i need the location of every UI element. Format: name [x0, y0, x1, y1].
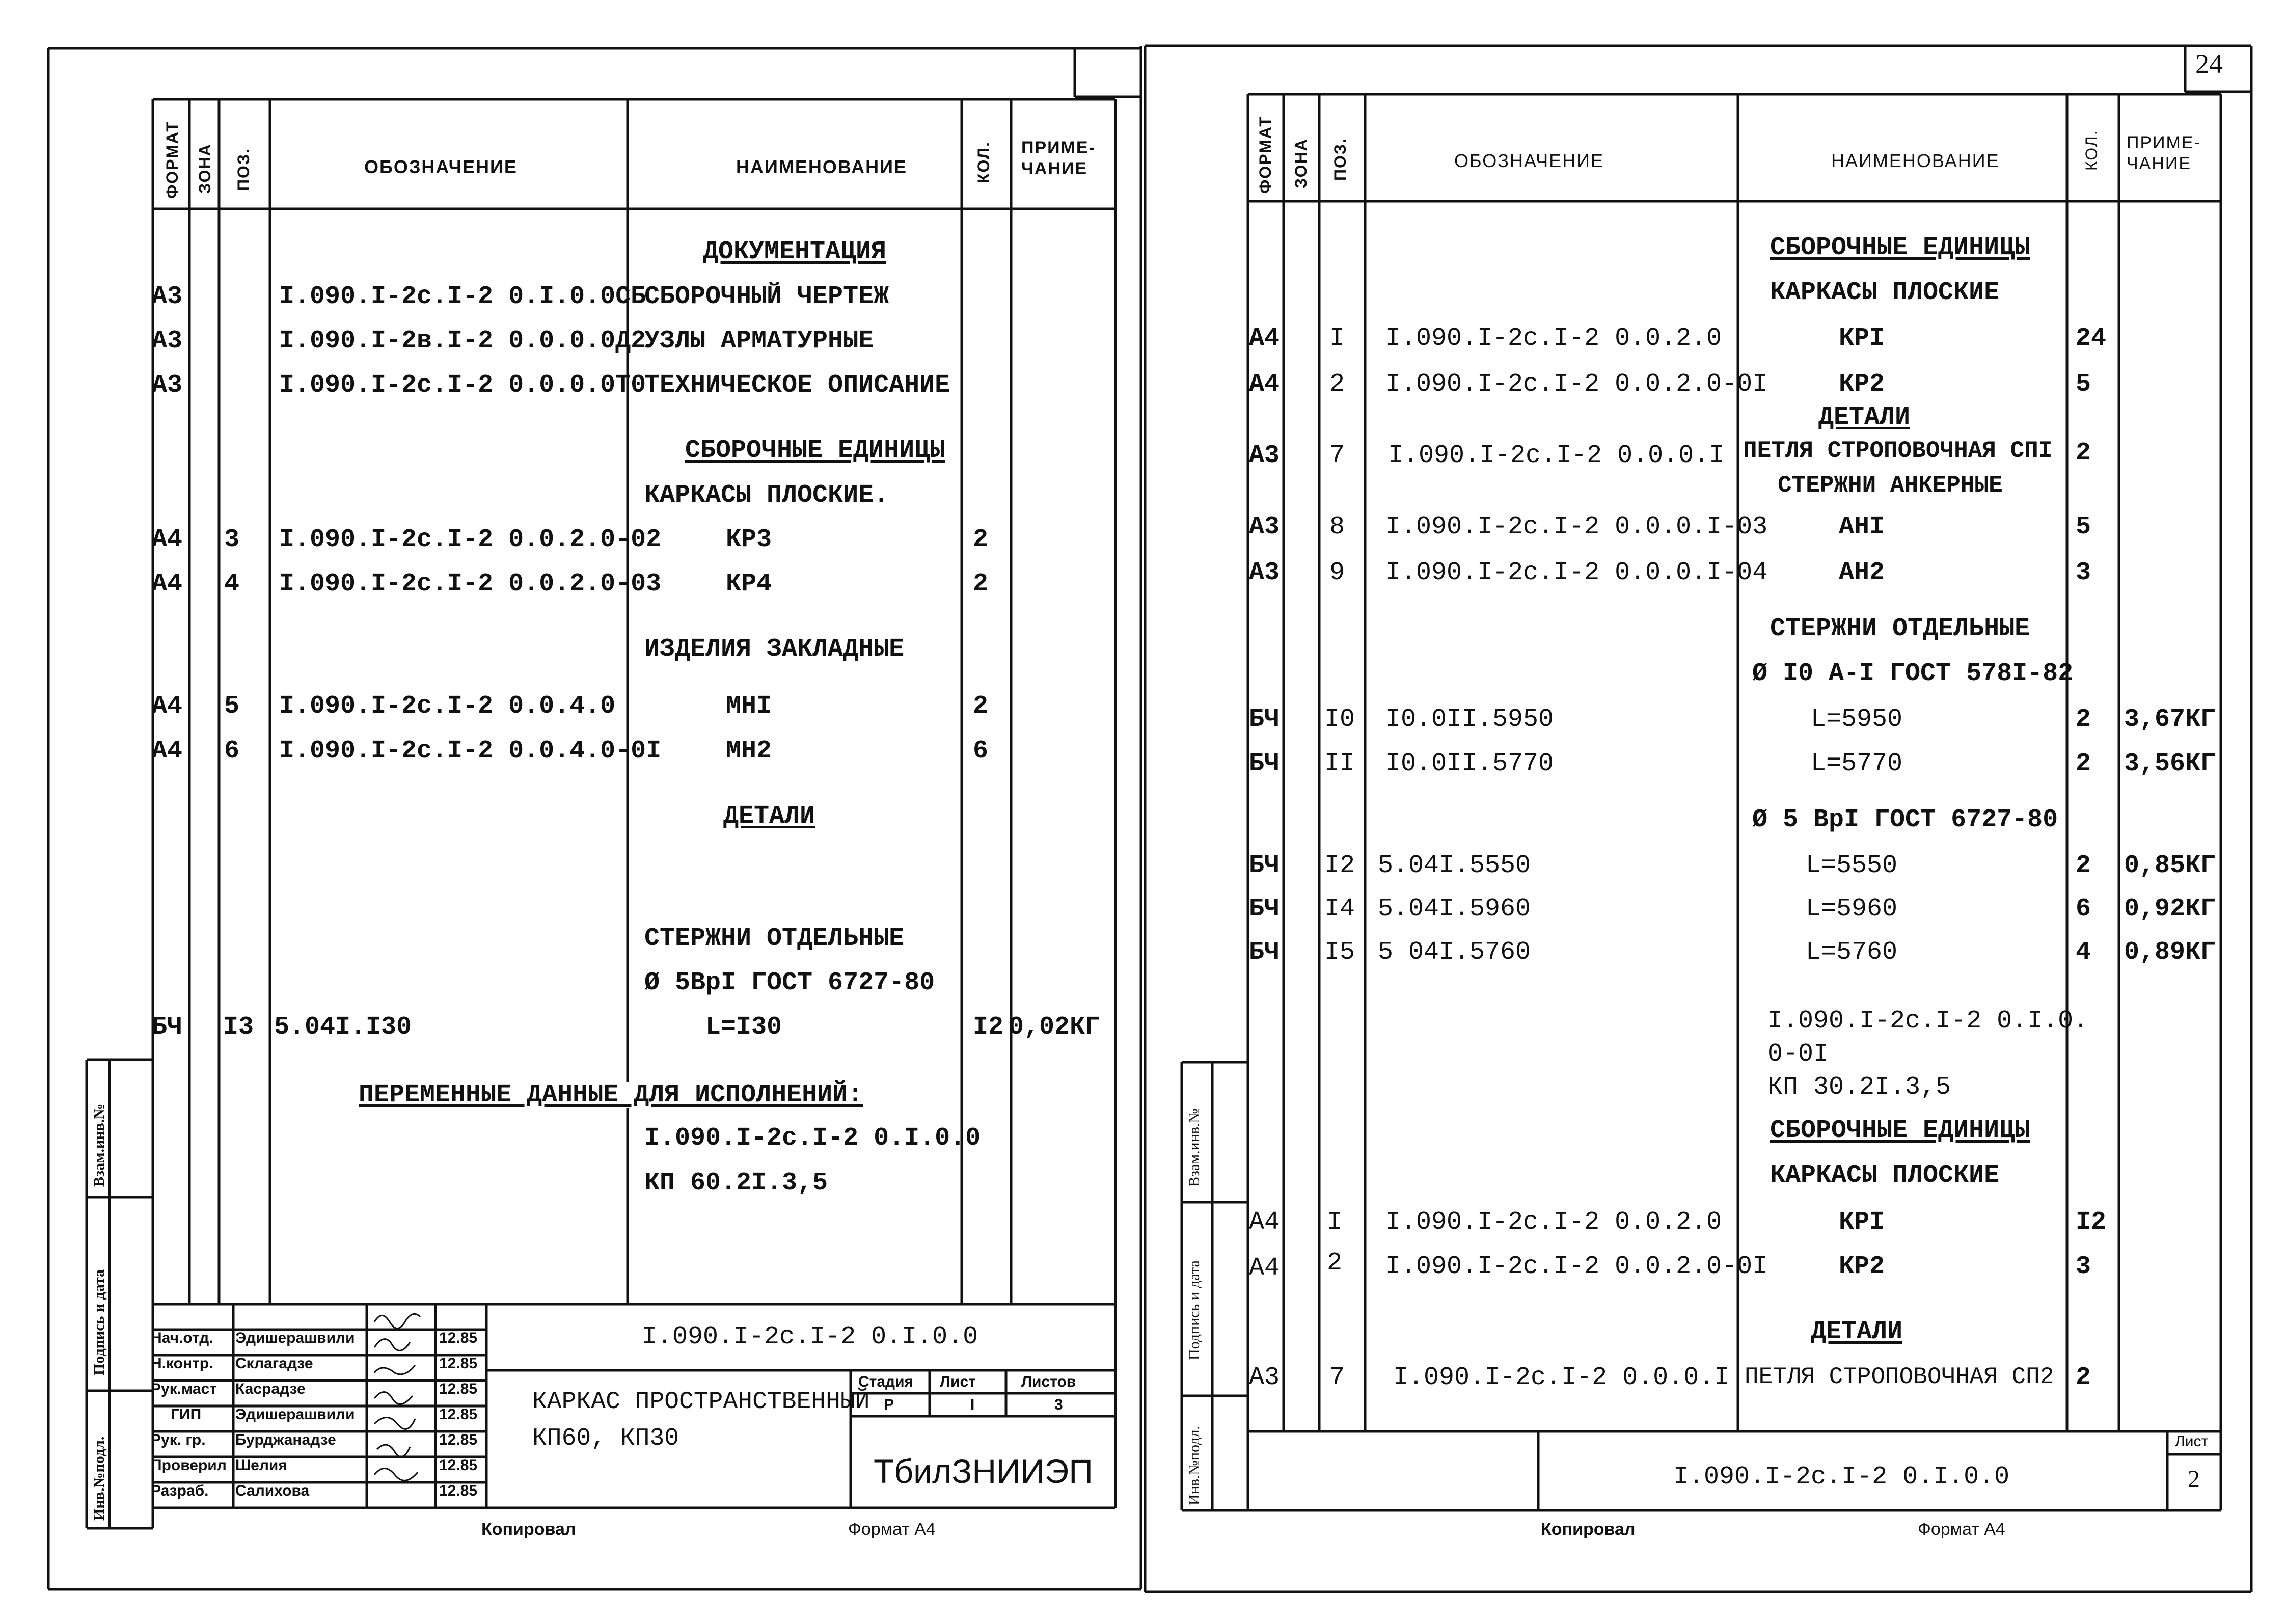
left-variable-line-0: I.090.I-2с.I-2 0.I.0.0 — [644, 1124, 981, 1153]
right-row-15-qty: 6 — [2076, 895, 2091, 924]
stamp-date-5: 12.85 — [439, 1457, 478, 1474]
right-row-7-format: А3 — [1249, 512, 1280, 542]
stamp-person-0: Эдишерашвили — [235, 1330, 355, 1346]
left-footer-copied: Копировал — [481, 1520, 576, 1539]
right-row-15-pos: I4 — [1324, 895, 1355, 924]
right-row-14-qty: 2 — [2076, 851, 2091, 880]
right-row-11-name: L=5950 — [1811, 705, 1903, 734]
left-row-14-qty: I2 — [973, 1013, 1004, 1042]
right-row-5-format: А3 — [1249, 441, 1280, 470]
left-row-10-qty: 6 — [973, 737, 989, 766]
right-row-5-qty: 2 — [2076, 439, 2091, 468]
right-row-22-qty: I2 — [2076, 1208, 2107, 1237]
right-row-16-designation: 5 04I.5760 — [1378, 938, 1531, 967]
right-header-designation: ОБОЗНАЧЕНИЕ — [1454, 150, 1604, 171]
right-row-25-pos: 7 — [1329, 1363, 1345, 1392]
left-header-zone: ЗОНА — [196, 143, 214, 194]
right-row-1-name: КАРКАСЫ ПЛОСКИЕ — [1770, 278, 2000, 307]
left-variable-line-1: КП 60.2I.3,5 — [644, 1169, 828, 1198]
right-header-pos: ПОЗ. — [1331, 138, 1349, 181]
right-header-zone: ЗОНА — [1292, 138, 1310, 188]
left-row-1-name: СБОРОЧНЫЙ ЧЕРТЕЖ — [644, 282, 889, 311]
right-row-7-pos: 8 — [1329, 512, 1345, 542]
right-side-label-signature: Подпись и дата — [1186, 1260, 1203, 1360]
stamp-stage-value: Р — [884, 1396, 894, 1413]
right-row-3-pos: 2 — [1329, 370, 1345, 399]
left-row-7-pos: 4 — [224, 570, 240, 599]
stamp-person-1: Склагадзе — [235, 1355, 313, 1372]
signatures — [374, 1314, 420, 1480]
left-footer-format: Формат А4 — [848, 1520, 936, 1539]
stamp-role-5: Проверил — [151, 1457, 227, 1474]
left-row-14-designation: 5.04I.I30 — [274, 1013, 412, 1042]
right-row-12-note: 3,56КГ — [2124, 749, 2216, 778]
stamp-role-2: Рук.маст — [151, 1381, 217, 1397]
left-row-7-name: КР4 — [726, 570, 772, 599]
right-row-11-pos: I0 — [1324, 705, 1355, 734]
left-header-format: ФОРМАТ — [163, 121, 181, 199]
stamp-date-2: 12.85 — [439, 1381, 478, 1397]
right-row-23-name: КР2 — [1839, 1252, 1885, 1281]
left-row-6-name: КР3 — [726, 525, 772, 554]
right-row-22-designation: I.090.I-2с.I-2 0.0.2.0 — [1385, 1208, 1722, 1237]
left-row-13-name: Ø 5ВрI ГОСТ 6727-80 — [644, 968, 935, 997]
left-row-6-designation: I.090.I-2с.I-2 0.0.2.0-02 — [279, 525, 662, 554]
right-row-12-qty: 2 — [2076, 749, 2091, 778]
right-row-5-designation: I.090.I-2с.I-2 0.0.0.I — [1388, 441, 1725, 470]
left-row-4-name: СБОРОЧНЫЕ ЕДИНИЦЫ — [685, 436, 945, 465]
right-row-2-format: А4 — [1249, 324, 1280, 353]
right-row-11-note: 3,67КГ — [2124, 705, 2216, 734]
right-row-14-designation: 5.04I.5550 — [1378, 851, 1531, 880]
left-row-14-note: 0,02КГ — [1009, 1013, 1101, 1042]
right-footer-format: Формат А4 — [1918, 1520, 2005, 1539]
stamp-role-1: Н.контр. — [151, 1355, 213, 1372]
right-row-16-qty: 4 — [2076, 938, 2091, 967]
stamp-person-6: Салихова — [235, 1482, 310, 1499]
right-row-16-note: 0,89КГ — [2124, 938, 2216, 967]
left-row-0-name: ДОКУМЕНТАЦИЯ — [703, 237, 887, 266]
left-row-1-format: А3 — [152, 282, 183, 311]
stamp-person-3: Эдишерашвили — [235, 1406, 355, 1423]
right-row-12-name: L=5770 — [1811, 749, 1903, 778]
stamp-sheet-label: Лист — [940, 1373, 976, 1390]
right-row-21-name: КАРКАСЫ ПЛОСКИЕ — [1770, 1161, 2000, 1190]
right-row-4-name: ДЕТАЛИ — [1818, 403, 1911, 432]
left-row-14-name: L=I30 — [705, 1013, 782, 1042]
right-row-25-name: ПЕТЛЯ СТРОПОВОЧНАЯ СП2 — [1745, 1364, 2054, 1390]
left-row-14-pos: I3 — [223, 1013, 254, 1042]
right-row-14-pos: I2 — [1324, 851, 1355, 880]
right-row-23-pos: 2 — [1327, 1249, 1343, 1278]
right-row-14-name: L=5550 — [1806, 851, 1898, 880]
left-row-9-designation: I.090.I-2с.I-2 0.0.4.0 — [279, 692, 616, 721]
right-row-9-name: СТЕРЖНИ ОТДЕЛЬНЫЕ — [1770, 614, 2030, 643]
right-row-8-designation: I.090.I-2с.I-2 0.0.0.I-04 — [1385, 558, 1768, 587]
right-row-20-name: СБОРОЧНЫЕ ЕДИНИЦЫ — [1770, 1116, 2030, 1145]
right-row-16-pos: I5 — [1324, 938, 1355, 967]
stamp-sheets-value: 3 — [1054, 1396, 1063, 1413]
left-row-3-format: А3 — [152, 371, 183, 400]
right-side-label-inventory: Инв.№подл. — [1186, 1426, 1203, 1505]
right-row-22-name: КРI — [1839, 1208, 1885, 1237]
left-row-9-format: А4 — [152, 692, 183, 721]
right-row-13-name: Ø 5 ВрI ГОСТ 6727-80 — [1752, 805, 2058, 834]
right-header-format: ФОРМАТ — [1256, 116, 1274, 194]
left-row-14-format: БЧ — [152, 1013, 183, 1042]
stamp-organization: ТбилЗНИИЭП — [874, 1452, 1093, 1490]
right-row-22-pos: I — [1327, 1208, 1343, 1237]
right-row-10-name: Ø I0 А-I ГОСТ 578I-82 — [1752, 659, 2074, 688]
left-row-3-designation: I.090.I-2с.I-2 0.0.0.0Т0 — [279, 371, 646, 400]
page-number: 24 — [2195, 48, 2223, 79]
left-side-label-inventory: Инв.№подл. — [91, 1436, 107, 1521]
left-side-label-signature: Подпись и дата — [91, 1269, 107, 1375]
left-row-12-name: СТЕРЖНИ ОТДЕЛЬНЫЕ — [644, 924, 905, 953]
right-row-14-format: БЧ — [1249, 851, 1280, 880]
left-row-9-pos: 5 — [224, 692, 240, 721]
stamp-date-3: 12.85 — [439, 1406, 478, 1423]
stamp-role-3: ГИП — [171, 1406, 202, 1423]
right-row-15-designation: 5.04I.5960 — [1378, 895, 1531, 924]
right-row-7-designation: I.090.I-2с.I-2 0.0.0.I-03 — [1385, 512, 1768, 542]
right-row-25-designation: I.090.I-2с.I-2 0.0.0.I — [1393, 1363, 1730, 1392]
left-row-9-qty: 2 — [973, 692, 989, 721]
right-row-14-note: 0,85КГ — [2124, 851, 2216, 880]
left-header-name: НАИМЕНОВАНИЕ — [736, 156, 907, 177]
left-row-2-format: А3 — [152, 327, 183, 356]
stamp-date-1: 12.85 — [439, 1355, 478, 1372]
left-header-pos: ПОЗ. — [234, 148, 253, 191]
right-row-23-format: А4 — [1249, 1254, 1280, 1283]
left-row-5-name: КАРКАСЫ ПЛОСКИЕ. — [644, 481, 889, 510]
stamp-date-6: 12.85 — [439, 1482, 478, 1499]
left-row-1-designation: I.090.I-2с.I-2 0.I.0.0СБ — [279, 282, 646, 311]
right-row-7-qty: 5 — [2076, 512, 2091, 542]
right-row-8-pos: 9 — [1329, 558, 1345, 587]
left-stamp-title-0: КАРКАС ПРОСТРАНСТВЕННЫЙ — [532, 1388, 870, 1416]
left-row-11-name: ДЕТАЛИ — [723, 802, 815, 831]
right-row-12-pos: II — [1324, 749, 1355, 778]
right-row-5-pos: 7 — [1329, 441, 1345, 470]
right-header-note: ПРИМЕ- ЧАНИЕ — [2127, 133, 2201, 173]
right-row-2-name: КРI — [1839, 324, 1885, 353]
left-row-9-name: МНI — [726, 692, 772, 721]
left-header-note: ПРИМЕ- ЧАНИЕ — [1021, 138, 1096, 178]
stamp-sheet-value: I — [970, 1396, 975, 1413]
stamp-person-5: Шелия — [235, 1457, 287, 1474]
right-row-12-format: БЧ — [1249, 749, 1280, 778]
right-row-15-format: БЧ — [1249, 895, 1280, 924]
right-row-3-name: КР2 — [1839, 370, 1885, 399]
left-row-10-designation: I.090.I-2с.I-2 0.0.4.0-0I — [279, 737, 662, 766]
stamp-role-6: Разраб. — [151, 1482, 209, 1499]
right-header-qty: КОЛ. — [2082, 129, 2101, 171]
right-row-3-qty: 5 — [2076, 370, 2091, 399]
right-row-15-note: 0,92КГ — [2124, 895, 2216, 924]
left-row-6-pos: 3 — [224, 525, 240, 554]
right-row-11-format: БЧ — [1249, 705, 1280, 734]
right-row-25-format: А3 — [1249, 1363, 1280, 1392]
left-row-2-name: УЗЛЫ АРМАТУРНЫЕ — [644, 327, 874, 356]
right-row-25-qty: 2 — [2076, 1363, 2091, 1392]
right-row-3-format: А4 — [1249, 370, 1280, 399]
stamp-role-0: Нач.отд. — [151, 1330, 213, 1346]
right-row-24-name: ДЕТАЛИ — [1811, 1317, 1903, 1346]
right-row-11-qty: 2 — [2076, 705, 2091, 734]
stamp-person-4: Бурджанадзе — [235, 1431, 336, 1448]
right-row-18-name: 0-0I — [1767, 1040, 1829, 1069]
right-row-19-name: КП 30.2I.3,5 — [1767, 1073, 1951, 1102]
right-row-8-qty: 3 — [2076, 558, 2091, 587]
left-side-label-replace: Взам.инв.№ — [91, 1103, 107, 1187]
stamp-date-4: 12.85 — [439, 1431, 478, 1448]
left-row-6-format: А4 — [152, 525, 183, 554]
left-variable-heading: ПЕРЕМЕННЫЕ ДАННЫЕ ДЛЯ ИСПОЛНЕНИЙ: — [357, 1082, 865, 1108]
right-row-23-qty: 3 — [2076, 1252, 2091, 1281]
right-row-11-designation: I0.0II.5950 — [1385, 705, 1554, 734]
left-row-2-designation: I.090.I-2в.I-2 0.0.0.0Д2 — [279, 327, 646, 356]
right-row-8-name: АН2 — [1839, 558, 1885, 587]
left-row-10-name: МН2 — [726, 737, 772, 766]
right-row-3-designation: I.090.I-2с.I-2 0.0.2.0-0I — [1385, 370, 1768, 399]
right-footer-copied: Копировал — [1541, 1520, 1636, 1539]
stamp-person-2: Касрадзе — [235, 1381, 306, 1397]
left-row-6-qty: 2 — [973, 525, 989, 554]
stamp-date-0: 12.85 — [439, 1330, 478, 1346]
stamp-role-4: Рук. гр. — [151, 1431, 206, 1448]
right-row-17-name: I.090.I-2с.I-2 0.I.0. — [1767, 1007, 2089, 1036]
left-row-7-designation: I.090.I-2с.I-2 0.0.2.0-03 — [279, 570, 662, 599]
right-row-12-designation: I0.0II.5770 — [1385, 749, 1554, 778]
right-side-label-replace: Взам.инв.№ — [1186, 1108, 1203, 1187]
right-row-5-name: ПЕТЛЯ СТРОПОВОЧНАЯ СПI — [1743, 438, 2053, 464]
right-row-2-qty: 24 — [2076, 324, 2107, 353]
left-stamp-code: I.090.I-2с.I-2 0.I.0.0 — [642, 1322, 978, 1351]
right-row-16-format: БЧ — [1249, 938, 1280, 967]
right-row-8-format: А3 — [1249, 558, 1280, 587]
left-row-8-name: ИЗДЕЛИЯ ЗАКЛАДНЫЕ — [644, 635, 905, 664]
left-row-7-format: А4 — [152, 570, 183, 599]
left-row-10-format: А4 — [152, 737, 183, 766]
left-row-3-name: ТЕХНИЧЕСКОЕ ОПИСАНИЕ — [644, 371, 950, 400]
right-stamp-code: I.090.I-2с.I-2 0.I.0.0 — [1673, 1463, 2010, 1492]
left-row-7-qty: 2 — [973, 570, 989, 599]
right-row-7-name: АНI — [1839, 512, 1885, 542]
stamp-sheets-label: Листов — [1021, 1373, 1076, 1390]
right-header-name: НАИМЕНОВАНИЕ — [1831, 150, 2000, 171]
left-header-qty: КОЛ. — [974, 141, 993, 183]
right-row-2-designation: I.090.I-2с.I-2 0.0.2.0 — [1385, 324, 1722, 353]
left-header-designation: ОБОЗНАЧЕНИЕ — [364, 156, 518, 177]
right-row-6-name: СТЕРЖНИ АНКЕРНЫЕ — [1778, 472, 2003, 499]
right-row-0-name: СБОРОЧНЫЕ ЕДИНИЦЫ — [1770, 233, 2030, 262]
right-row-22-format: А4 — [1249, 1208, 1280, 1237]
right-stamp-sheet-label: Лист — [2175, 1433, 2209, 1450]
right-row-23-designation: I.090.I-2с.I-2 0.0.2.0-0I — [1385, 1252, 1768, 1281]
right-stamp-sheet-value: 2 — [2188, 1466, 2200, 1493]
right-row-16-name: L=5760 — [1806, 938, 1898, 967]
left-row-10-pos: 6 — [224, 737, 240, 766]
right-row-15-name: L=5960 — [1806, 895, 1898, 924]
stamp-stage-label: Стадия — [858, 1373, 914, 1390]
left-stamp-title-1: КП60, КП30 — [532, 1425, 679, 1452]
right-row-2-pos: I — [1329, 324, 1345, 353]
